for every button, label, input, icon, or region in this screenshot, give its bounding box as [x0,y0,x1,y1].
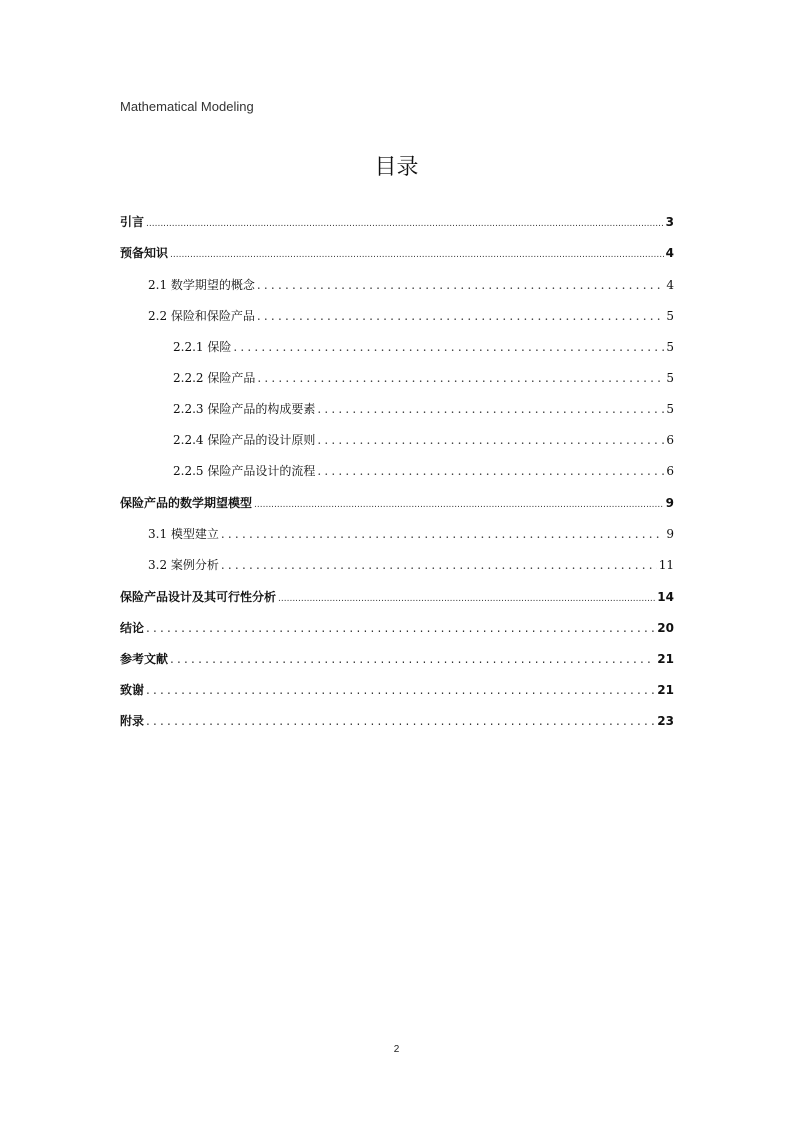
toc-entry-label: 结论 [120,621,145,635]
toc-entry[interactable] [148,276,674,296]
toc-entry-label: 致谢 [120,683,145,697]
toc-entry-page: 9 [665,496,674,510]
toc-leader-dots [221,527,664,541]
toc-entry[interactable] [120,244,674,264]
toc-entry-label: 2.2.1 保险 [173,340,232,354]
toc-leader-dots [170,652,655,666]
toc-entry-page: 3 [665,215,674,229]
toc-leader-dots [233,340,664,354]
toc-entry-label: 3.2 案例分析 [148,558,219,572]
toc-leader-dots [257,309,664,323]
toc-entry[interactable] [148,556,674,576]
toc-entry[interactable] [173,431,674,451]
toc-leader-dots [278,594,655,604]
toc-entry-label: 引言 [120,215,145,229]
toc-entry-label: 2.1 数学期望的概念 [148,278,255,292]
toc-entry-page: 23 [657,714,674,728]
toc-entry-page: 5 [666,402,674,416]
toc-entry[interactable] [120,619,674,639]
toc-entry[interactable] [148,525,674,545]
toc-leader-dots [257,278,664,292]
toc-entry-page: 20 [657,621,674,635]
toc-leader-dots [170,250,664,260]
toc-leader-dots [317,433,664,447]
toc-leader-dots [317,464,664,478]
toc-entry-label: 2.2.2 保险产品 [173,371,256,385]
toc-entry[interactable] [120,494,674,514]
toc-entry-label: 预备知识 [120,246,169,260]
toc-leader-dots [146,621,655,635]
toc-entry-label: 保险产品的数学期望模型 [120,496,253,510]
toc-entry-page: 6 [666,464,674,478]
toc-entry-label: 参考文献 [120,652,169,666]
toc-entry-page: 4 [665,246,674,260]
toc-leader-dots [221,558,657,572]
toc-entry-page: 14 [657,590,674,604]
page-title: 目录 [374,155,419,180]
toc-entry-label: 附录 [120,714,145,728]
toc-entry-page: 21 [657,652,674,666]
toc-entry[interactable] [148,307,674,327]
toc-entry-page: 9 [666,527,674,541]
toc-entry[interactable] [120,213,674,233]
toc-entry-page: 11 [658,558,674,572]
toc-entry-page: 4 [666,278,674,292]
toc-entry-page: 5 [666,309,674,323]
toc-entry-page: 6 [666,433,674,447]
toc-entry[interactable] [120,712,674,732]
toc-leader-dots [146,683,655,697]
toc-leader-dots [254,500,664,510]
running-header: Mathematical Modeling [120,99,254,114]
toc-entry-label: 3.1 模型建立 [148,527,219,541]
toc-entry-label: 2.2.4 保险产品的设计原则 [173,433,316,447]
toc-entry[interactable] [120,681,674,701]
toc-entry-label: 2.2.5 保险产品设计的流程 [173,464,316,478]
toc-entry[interactable] [173,462,674,482]
toc-entry[interactable] [173,400,674,420]
toc-entry[interactable] [120,588,674,608]
toc-entry[interactable] [173,338,674,358]
toc-leader-dots [146,219,664,229]
toc-entry-page: 5 [666,371,674,385]
toc-entry-label: 2.2.3 保险产品的构成要素 [173,402,316,416]
toc-leader-dots [257,371,664,385]
toc-entry-label: 2.2 保险和保险产品 [148,309,255,323]
toc-entry-page: 5 [666,340,674,354]
toc-entry[interactable] [173,369,674,389]
toc-entry-page: 21 [657,683,674,697]
toc-entry[interactable] [120,650,674,670]
page-number: 2 [393,1044,400,1055]
toc-leader-dots [317,402,664,416]
toc-leader-dots [146,714,655,728]
toc-entry-label: 保险产品设计及其可行性分析 [120,590,277,604]
